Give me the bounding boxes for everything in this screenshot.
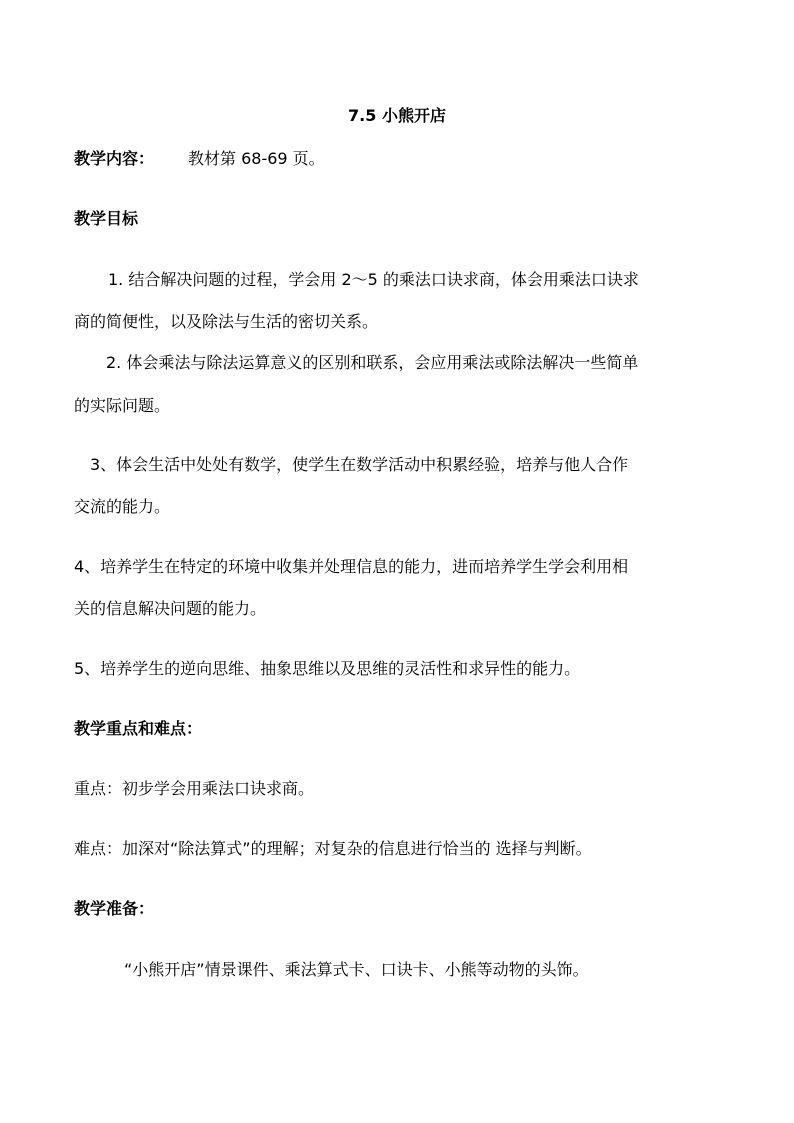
content-value: 教材第 68-69 页。 (188, 149, 325, 168)
objective-3-line-1: 3、体会生活中处处有数学，使学生在数学活动中积累经验，培养与他人合作 (90, 455, 629, 474)
objective-1-line-2: 商的简便性，以及除法与生活的密切关系。 (74, 312, 379, 331)
focus-text: 重点：初步学会用乘法口诀求商。 (74, 779, 315, 798)
difficulty-text: 难点：加深对“除法算式”的理解；对复杂的信息进行恰当的 选择与判断。 (74, 839, 592, 858)
objectives-heading: 教学目标 (74, 209, 139, 228)
objective-3-line-2: 交流的能力。 (74, 497, 171, 516)
key-points-heading: 教学重点和难点： (74, 719, 203, 738)
content-row (74, 149, 325, 169)
objective-4-line-2: 关的信息解决问题的能力。 (74, 599, 267, 618)
content-label: 教学内容： (74, 149, 155, 168)
preparation-heading: 教学准备： (74, 899, 155, 918)
objective-5-line-1: 5、培养学生的逆向思维、抽象思维以及思维的灵活性和求异性的能力。 (74, 659, 581, 678)
preparation-text: “小熊开店”情景课件、乘法算式卡、口诀卡、小熊等动物的头饰。 (124, 960, 589, 979)
objective-2-line-1: 2. 体会乘法与除法运算意义的区别和联系，会应用乘法或除法解决一些简单 (106, 353, 639, 372)
objective-4-line-1: 4、培养学生在特定的环境中收集并处理信息的能力，进而培养学生学会利用相 (74, 557, 629, 576)
objective-1-line-1: 1. 结合解决问题的过程，学会用 2～5 的乘法口诀求商，体会用乘法口诀求 (108, 270, 639, 289)
objective-2-line-2: 的实际问题。 (74, 396, 171, 415)
page-title: 7.5 小熊开店 (348, 106, 446, 125)
